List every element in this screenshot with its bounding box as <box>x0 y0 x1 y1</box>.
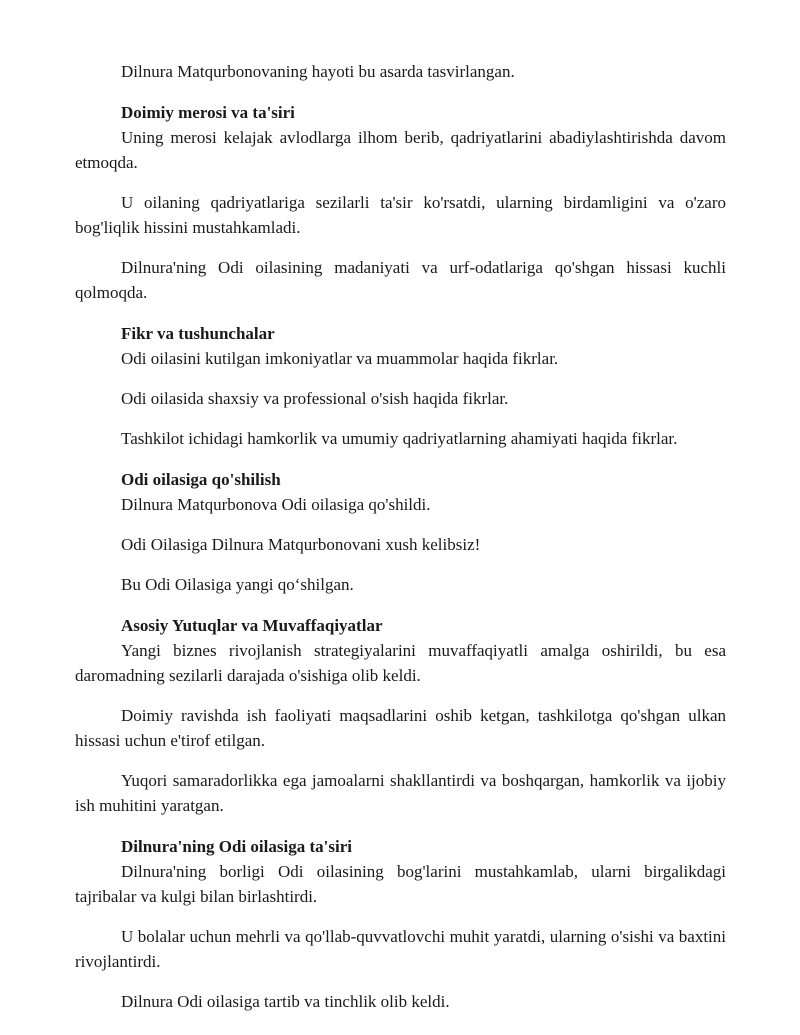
paragraph: Uning merosi kelajak avlodlarga ilhom berib, qadriyatlarini abadiylashtirishda davom etmoqda. <box>75 128 726 172</box>
section-heading: Fikr va tushunchalar <box>121 324 275 343</box>
paragraph: Yuqori samaradorlikka ega jamoalarni shakllantirdi va boshqargan, hamkorlik va ijobiy ish muhitini yaratgan. <box>75 771 726 815</box>
section-legacy <box>75 100 726 305</box>
paragraph: U oilaning qadriyatlariga sezilarli ta'sir ko'rsatdi, ularning birdamligini va o'zaro bog'liqlik hissini mustahkamladi. <box>75 193 726 237</box>
section-heading: Doimiy merosi va ta'siri <box>121 103 295 122</box>
paragraph: Dilnura Odi oilasiga tartib va tinchlik olib keldi. <box>121 992 450 1011</box>
paragraph: Dilnura'ning borligi Odi oilasining bog'larini mustahkamlab, ularni birgalikdagi tajribalar va kulgi bilan birlashtirdi. <box>75 862 726 906</box>
paragraph: Bu Odi Oilasiga yangi qo‘shilgan. <box>121 575 354 594</box>
section-heading: Asosiy Yutuqlar va Muvaffaqiyatlar <box>121 616 383 635</box>
section-thoughts <box>75 321 726 451</box>
section-achievements <box>75 613 726 818</box>
paragraph: Dilnura'ning Odi oilasining madaniyati va urf-odatlariga qo'shgan hissasi kuchli qolmoqda. <box>75 258 726 302</box>
section-heading: Dilnura'ning Odi oilasiga ta'siri <box>121 837 352 856</box>
paragraph: U bolalar uchun mehrli va qo'llab-quvvatlovchi muhit yaratdi, ularning o'sishi va baxtini rivojlantirdi. <box>75 927 726 971</box>
section-heading: Odi oilasiga qo'shilish <box>121 470 281 489</box>
paragraph: Dilnura Matqurbonova Odi oilasiga qo'shildi. <box>121 495 431 514</box>
paragraph: Odi oilasida shaxsiy va professional o'sish haqida fikrlar. <box>121 389 509 408</box>
section-impact <box>75 834 726 1014</box>
paragraph: Doimiy ravishda ish faoliyati maqsadlarini oshib ketgan, tashkilotga qo'shgan ulkan hissasi uchun e'tirof etilgan. <box>75 706 726 750</box>
section-joining <box>75 467 726 597</box>
paragraph: Odi Oilasiga Dilnura Matqurbonovani xush kelibsiz! <box>121 535 481 554</box>
paragraph: Yangi biznes rivojlanish strategiyalarini muvaffaqiyatli amalga oshirildi, bu esa daromadning sezilarli darajada o'sishiga olib keldi. <box>75 641 726 685</box>
document-page <box>75 59 726 1014</box>
paragraph: Odi oilasini kutilgan imkoniyatlar va muammolar haqida fikrlar. <box>121 349 559 368</box>
intro-paragraph: Dilnura Matqurbonovaning hayoti bu asarda tasvirlangan. <box>121 62 515 81</box>
paragraph: Tashkilot ichidagi hamkorlik va umumiy qadriyatlarning ahamiyati haqida fikrlar. <box>121 429 678 448</box>
